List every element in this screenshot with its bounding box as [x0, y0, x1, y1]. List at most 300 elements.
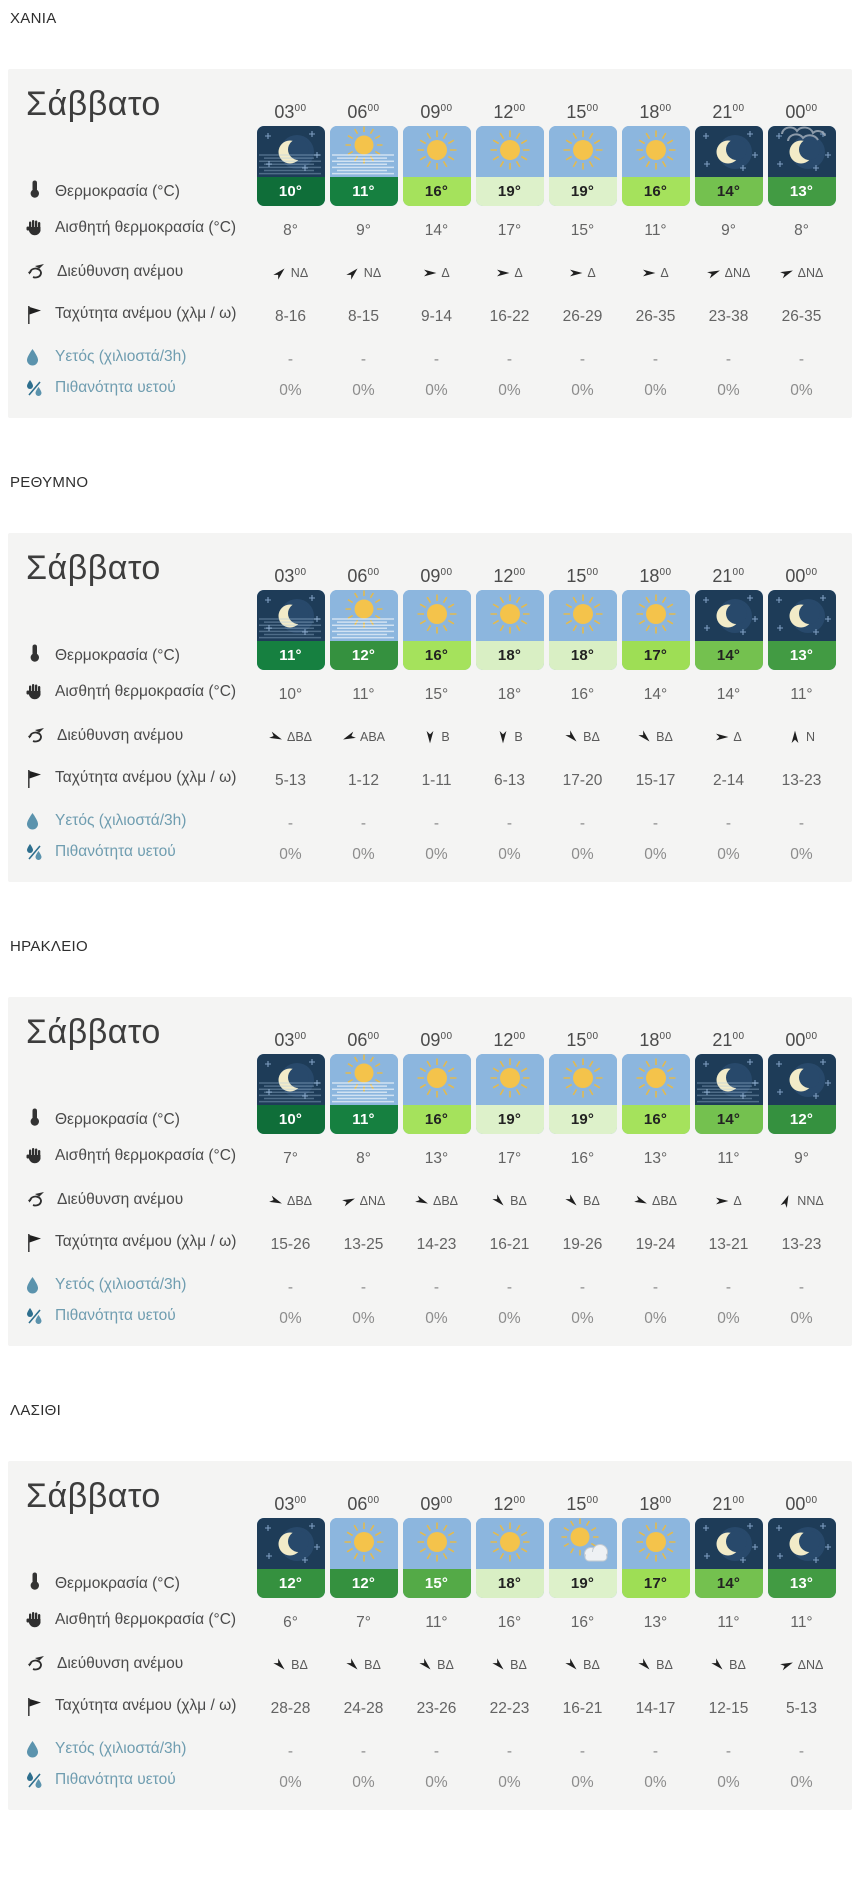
- time-hour: 18: [639, 1494, 660, 1514]
- time-label: [639, 102, 671, 123]
- sun-mist-icon: [330, 1054, 398, 1105]
- wind-direction-cell: [638, 1658, 673, 1672]
- time-hour: 18: [639, 102, 660, 122]
- temperature-cell: [549, 177, 617, 206]
- moon-mist-icon: [257, 1054, 325, 1105]
- feels-like-cell: 10°: [278, 686, 303, 703]
- row-label-precipitation: [26, 1274, 254, 1301]
- wind-speed-cell: 17-20: [562, 772, 603, 789]
- time-hour: 00: [785, 1030, 806, 1050]
- temperature-label-cell: [26, 641, 254, 670]
- weather-icon: [549, 1518, 617, 1569]
- forecast-row-wind_dir: [26, 720, 846, 754]
- row-label-wind_speed: [26, 1695, 254, 1724]
- wind-direction-label: Β: [514, 730, 523, 744]
- time-minutes: 00: [732, 1031, 745, 1042]
- feels-like-cell: 11°: [790, 686, 813, 703]
- time-minutes: 00: [294, 567, 307, 578]
- wind-arrow-icon: [273, 266, 287, 280]
- precipitation-probability-cell: 0%: [425, 1309, 448, 1327]
- time-label: [639, 566, 671, 587]
- row-label-wind_direction: [26, 1653, 254, 1678]
- time-minutes: 00: [367, 103, 380, 114]
- weather-icon: [622, 126, 690, 177]
- precipitation-cell: -: [798, 814, 805, 832]
- sun-mist-icon: [330, 590, 398, 641]
- temperature-value: 16°: [643, 1111, 668, 1128]
- region-heading: ΡΕΘΥΜΝΟ: [10, 474, 89, 491]
- weather-icon: [476, 1518, 544, 1569]
- time-hour: 15: [566, 566, 587, 586]
- precipitation-cell: -: [725, 1278, 732, 1296]
- wind-speed-cell: 8-15: [347, 308, 380, 325]
- temperature-value: 10°: [278, 1111, 303, 1128]
- weather-tile: [330, 1518, 398, 1598]
- feels-like-cell: 9°: [794, 1150, 809, 1167]
- precipitation-probability-cell: 0%: [498, 845, 521, 863]
- sun-icon: [403, 1518, 471, 1569]
- wind-direction-label: ΑΒΑ: [359, 730, 385, 744]
- weather-icon: [476, 126, 544, 177]
- weather-icon: [257, 1054, 325, 1105]
- day-title: Σάββατο: [26, 1013, 161, 1051]
- row-label-precipitation_probability: [26, 841, 254, 868]
- forecast-row-wind_dir: [26, 1184, 846, 1218]
- time-hour: 09: [420, 102, 441, 122]
- forecast-table: [8, 1461, 852, 1810]
- row-label-text: Ταχύτητα ανέμου (χλμ / ω): [55, 1232, 237, 1250]
- temperature-cell: [330, 1569, 398, 1598]
- weather-icon: [330, 590, 398, 641]
- wind-direction-cell: [565, 1658, 600, 1672]
- wind-arrow: [342, 730, 356, 744]
- time-label: [347, 102, 379, 123]
- wind-speed-cell: 8-16: [274, 308, 307, 325]
- wind-direction-cell: [342, 730, 385, 744]
- row-label-text: Ταχύτητα ανέμου (χλμ / ω): [55, 304, 237, 322]
- time-label: [493, 566, 525, 587]
- precipitation-probability-cell: 0%: [279, 1773, 302, 1791]
- wind-arrow: [346, 1658, 360, 1672]
- forecast-row-precip_prob: [26, 375, 846, 406]
- forecast-row-feels: [26, 1598, 846, 1648]
- weather-icon: [622, 1054, 690, 1105]
- time-hour: 15: [566, 102, 587, 122]
- precipitation-cell: -: [725, 814, 732, 832]
- wind-arrow: [492, 1194, 506, 1208]
- wind-direction-label: Δ: [441, 266, 450, 280]
- time-hour: 12: [493, 102, 514, 122]
- feels-like-cell: 11°: [644, 222, 667, 239]
- forecast-row-precip: [26, 808, 846, 839]
- tiles-row: [26, 126, 846, 206]
- wind-direction-label: ΒΔ: [656, 1658, 673, 1672]
- temperature-cell: [257, 641, 325, 670]
- wind-direction-cell: [342, 1194, 386, 1208]
- wind-direction-cell: [638, 730, 673, 744]
- wind-direction-label: ΒΔ: [583, 730, 600, 744]
- weather-tile: [549, 1054, 617, 1134]
- wind-direction-cell: [492, 1658, 527, 1672]
- thermometer-icon: [26, 179, 44, 206]
- wind-arrow: [492, 1658, 506, 1672]
- wind-direction-label: ΒΔ: [437, 1658, 454, 1672]
- wind-direction-label: Ν: [805, 730, 816, 744]
- wind-arrow-icon: [273, 1658, 287, 1672]
- time-label: [712, 566, 744, 587]
- droplet-icon: [26, 812, 44, 837]
- wind-vane-icon: [26, 263, 46, 286]
- wind-arrow-icon: [492, 1658, 506, 1672]
- wind-speed-cell: 19-24: [635, 1236, 676, 1253]
- row-label-temperature: [26, 1569, 190, 1598]
- forecast-row-precip: [26, 1736, 846, 1767]
- time-hour: 09: [420, 1030, 441, 1050]
- precipitation-cell: -: [287, 1278, 294, 1296]
- time-minutes: 00: [732, 103, 745, 114]
- sun-icon: [476, 126, 544, 177]
- time-hour: 06: [347, 102, 368, 122]
- weather-tile: [330, 590, 398, 670]
- weather-tile: [257, 1518, 325, 1598]
- wind-direction-cell: [634, 1194, 677, 1208]
- hand-icon: [26, 683, 44, 709]
- feels-like-cell: 8°: [283, 222, 298, 239]
- wind-arrow: [780, 266, 794, 280]
- wind-arrow: [707, 266, 721, 280]
- row-label-text: Ταχύτητα ανέμου (χλμ / ω): [55, 1696, 237, 1714]
- time-label: [639, 1030, 671, 1051]
- weather-tile: [622, 126, 690, 206]
- temperature-cell: [622, 1105, 690, 1134]
- time-minutes: 00: [586, 567, 599, 578]
- time-label: [274, 1030, 306, 1051]
- time-minutes: 00: [513, 1495, 526, 1506]
- wind-vane-icon: [26, 1655, 46, 1678]
- wind-direction-cell: [496, 266, 522, 280]
- feels-like-cell: 7°: [283, 1150, 298, 1167]
- precipitation-probability-cell: 0%: [790, 1773, 813, 1791]
- temperature-label-cell: [26, 1105, 254, 1134]
- time-hour: 12: [493, 1030, 514, 1050]
- weather-icon: [549, 590, 617, 641]
- temperature-value: 16°: [424, 1111, 449, 1128]
- weather-tile: [257, 590, 325, 670]
- precipitation-cell: -: [433, 1742, 440, 1760]
- temperature-value: 12°: [351, 647, 376, 664]
- wind-arrow: [346, 266, 360, 280]
- wind-direction-cell: [419, 1658, 454, 1672]
- row-label-precipitation_probability: [26, 1769, 254, 1796]
- time-hour: 21: [712, 566, 733, 586]
- temperature-value: 18°: [570, 647, 595, 664]
- wind-arrow-icon: [780, 1658, 794, 1672]
- wind-arrow-icon: [269, 730, 283, 744]
- day-title: Σάββατο: [26, 1477, 161, 1515]
- row-label-wind_speed: [26, 767, 254, 796]
- precipitation-probability-cell: 0%: [644, 1773, 667, 1791]
- weather-tile: [622, 1054, 690, 1134]
- forecast-row-wind_speed: [26, 754, 846, 808]
- temperature-cell: [476, 641, 544, 670]
- wind-direction-label: ΒΔ: [291, 1658, 308, 1672]
- weather-icon: [695, 590, 763, 641]
- temperature-cell: [768, 1105, 836, 1134]
- wind-speed-cell: 13-23: [781, 772, 822, 789]
- weather-icon: [330, 1054, 398, 1105]
- feels-like-cell: 9°: [721, 222, 736, 239]
- time-hour: 06: [347, 1030, 368, 1050]
- precipitation-cell: -: [287, 350, 294, 368]
- row-label-text: Αισθητή θερμοκρασία (°C): [55, 1611, 237, 1629]
- wind-direction-cell: [780, 266, 824, 280]
- precipitation-probability-cell: 0%: [352, 845, 375, 863]
- temperature-value: 17°: [643, 647, 668, 664]
- time-minutes: 00: [805, 103, 818, 114]
- sun-icon: [330, 1518, 398, 1569]
- wind-direction-label: ΝΝΔ: [797, 1194, 824, 1208]
- temperature-cell: [768, 177, 836, 206]
- weather-icon: [330, 1518, 398, 1569]
- precipitation-probability-cell: 0%: [352, 1773, 375, 1791]
- wind-arrow: [638, 730, 652, 744]
- temperature-cell: [476, 1569, 544, 1598]
- weather-icon: [695, 126, 763, 177]
- row-label-text: Διεύθυνση ανέμου: [57, 1654, 184, 1672]
- region-section: [0, 1398, 860, 1810]
- moon-icon: [695, 126, 763, 177]
- feels-like-cell: 8°: [794, 222, 809, 239]
- moon-mist-icon: [257, 126, 325, 177]
- temperature-value: 16°: [424, 183, 449, 200]
- wind-arrow-icon: [788, 730, 802, 744]
- time-hour: 00: [785, 102, 806, 122]
- temperature-value: 12°: [278, 1575, 303, 1592]
- temperature-value: 15°: [424, 1575, 449, 1592]
- temperature-value: 19°: [570, 1111, 595, 1128]
- wind-direction-label: ΒΔ: [510, 1194, 527, 1208]
- wind-direction-label: Β: [441, 730, 450, 744]
- temperature-value: 13°: [789, 647, 814, 664]
- wind-arrow-icon: [711, 1658, 725, 1672]
- wind-direction-cell: [423, 730, 449, 744]
- precipitation-cell: -: [725, 350, 732, 368]
- feels-like-cell: 13°: [643, 1150, 668, 1167]
- feels-like-cell: 6°: [283, 1614, 298, 1631]
- time-label: [347, 1030, 379, 1051]
- weather-icon: [768, 1518, 836, 1569]
- forecast-row-precip: [26, 1272, 846, 1303]
- time-minutes: 00: [440, 1495, 453, 1506]
- precipitation-cell: -: [433, 1278, 440, 1296]
- precipitation-probability-cell: 0%: [571, 845, 594, 863]
- wind-direction-label: ΒΔ: [364, 1658, 381, 1672]
- precipitation-probability-cell: 0%: [425, 1773, 448, 1791]
- row-label-text: Θερμοκρασία (°C): [55, 182, 180, 200]
- weather-icon: [257, 590, 325, 641]
- temperature-label-cell: [26, 1569, 254, 1598]
- weather-tile: [330, 1054, 398, 1134]
- time-label: [493, 1030, 525, 1051]
- moon-icon: [257, 1518, 325, 1569]
- feels-like-cell: 13°: [424, 1150, 449, 1167]
- time-label: [420, 1494, 452, 1515]
- precipitation-probability-cell: 0%: [498, 1773, 521, 1791]
- wind-arrow-icon: [779, 1194, 793, 1208]
- day-title: Σάββατο: [26, 85, 161, 123]
- wind-speed-cell: 19-26: [562, 1236, 603, 1253]
- time-minutes: 00: [513, 567, 526, 578]
- row-label-text: Αισθητή θερμοκρασία (°C): [55, 1147, 237, 1165]
- feels-like-cell: 14°: [643, 686, 668, 703]
- weather-tile: [403, 126, 471, 206]
- wind-speed-cell: 22-23: [489, 1700, 530, 1717]
- windsock-icon: [26, 769, 44, 796]
- wind-direction-label: ΒΔ: [583, 1194, 600, 1208]
- feels-like-cell: 15°: [570, 222, 595, 239]
- forecast-row-feels: [26, 1134, 846, 1184]
- time-label: [712, 1494, 744, 1515]
- precipitation-probability-cell: 0%: [644, 1309, 667, 1327]
- time-minutes: 00: [732, 1495, 745, 1506]
- weather-icon: [695, 1054, 763, 1105]
- moon-icon: [768, 590, 836, 641]
- weather-icon: [768, 590, 836, 641]
- precipitation-cell: -: [579, 814, 586, 832]
- forecast-row-wind_speed: [26, 1218, 846, 1272]
- precipitation-cell: -: [360, 350, 367, 368]
- wind-arrow: [642, 266, 656, 280]
- region-heading: ΧΑΝΙΑ: [10, 10, 57, 27]
- time-label: [347, 1494, 379, 1515]
- forecast-row-wind_dir: [26, 256, 846, 290]
- windsock-icon: [26, 1233, 44, 1260]
- row-label-feels_like: [26, 1609, 254, 1637]
- droplet-percent-icon: [26, 379, 44, 404]
- sun-cloud-icon: [549, 1518, 617, 1569]
- droplet-icon: [26, 1740, 44, 1765]
- forecast-table: [8, 533, 852, 882]
- temperature-value: 16°: [643, 183, 668, 200]
- thermometer-icon: [26, 643, 44, 670]
- precipitation-probability-cell: 0%: [498, 1309, 521, 1327]
- precipitation-cell: -: [506, 1278, 513, 1296]
- wind-speed-cell: 26-35: [781, 308, 822, 325]
- weather-icon: [549, 126, 617, 177]
- wind-direction-cell: [715, 1194, 741, 1208]
- row-label-feels_like: [26, 681, 254, 709]
- wind-speed-cell: 16-21: [489, 1236, 530, 1253]
- row-label-precipitation: [26, 346, 254, 373]
- time-minutes: 00: [586, 1495, 599, 1506]
- wind-arrow-icon: [415, 1194, 429, 1208]
- sun-icon: [549, 126, 617, 177]
- feels-like-cell: 7°: [356, 1614, 371, 1631]
- time-minutes: 00: [659, 567, 672, 578]
- header-row: [26, 1479, 846, 1515]
- time-label: [566, 1030, 598, 1051]
- feels-like-cell: 16°: [570, 1614, 595, 1631]
- weather-tile: [403, 1054, 471, 1134]
- precipitation-probability-cell: 0%: [425, 381, 448, 399]
- row-label-text: Πιθανότητα υετού: [55, 843, 176, 861]
- weather-icon: [257, 126, 325, 177]
- wind-arrow-icon: [423, 266, 437, 280]
- weather-tile: [695, 1054, 763, 1134]
- time-label: [493, 102, 525, 123]
- temperature-cell: [403, 641, 471, 670]
- weather-tile: [768, 1054, 836, 1134]
- region-section: [0, 6, 860, 418]
- forecast-row-precip_prob: [26, 1767, 846, 1798]
- feels-like-cell: 16°: [497, 1614, 522, 1631]
- weather-icon: [403, 590, 471, 641]
- wind-arrow: [565, 1658, 579, 1672]
- weather-tile: [695, 1518, 763, 1598]
- wind-speed-cell: 5-13: [785, 1700, 818, 1717]
- feels-like-cell: 14°: [424, 222, 449, 239]
- moon-icon: [768, 1518, 836, 1569]
- wind-direction-label: ΒΔ: [656, 730, 673, 744]
- wind-direction-label: Δ: [587, 266, 596, 280]
- wind-direction-label: ΔΒΔ: [432, 1194, 459, 1208]
- precipitation-cell: -: [433, 350, 440, 368]
- feels-like-cell: 15°: [424, 686, 449, 703]
- precipitation-probability-cell: 0%: [352, 381, 375, 399]
- precipitation-cell: -: [433, 814, 440, 832]
- time-minutes: 00: [440, 567, 453, 578]
- precipitation-probability-cell: 0%: [790, 381, 813, 399]
- weather-tile: [695, 590, 763, 670]
- row-label-temperature: [26, 177, 190, 206]
- time-minutes: 00: [367, 1495, 380, 1506]
- temperature-value: 14°: [716, 1111, 741, 1128]
- temperature-value: 11°: [352, 1111, 375, 1128]
- temperature-value: 11°: [279, 647, 302, 664]
- wind-direction-cell: [273, 266, 308, 280]
- precipitation-probability-cell: 0%: [279, 845, 302, 863]
- header-row: [26, 1015, 846, 1051]
- precipitation-cell: -: [798, 1278, 805, 1296]
- wind-speed-cell: 14-23: [416, 1236, 457, 1253]
- row-label-text: Υετός (χιλιοστά/3h): [55, 1276, 187, 1294]
- time-minutes: 00: [659, 1495, 672, 1506]
- temperature-value: 14°: [716, 183, 741, 200]
- sun-icon: [622, 126, 690, 177]
- region-section: [0, 470, 860, 882]
- weather-icon: [403, 1518, 471, 1569]
- precipitation-cell: -: [579, 350, 586, 368]
- weather-tile: [476, 1518, 544, 1598]
- temperature-cell: [330, 177, 398, 206]
- wind-speed-cell: 13-23: [781, 1236, 822, 1253]
- wind-speed-cell: 5-13: [274, 772, 307, 789]
- time-hour: 00: [785, 1494, 806, 1514]
- wind-speed-cell: 1-12: [347, 772, 380, 789]
- weather-tile: [476, 1054, 544, 1134]
- wind-direction-label: ΝΔ: [290, 266, 309, 280]
- row-label-text: Αισθητή θερμοκρασία (°C): [55, 219, 237, 237]
- precipitation-cell: -: [652, 350, 659, 368]
- forecast-table: [8, 69, 852, 418]
- wind-arrow-icon: [634, 1194, 648, 1208]
- time-minutes: 00: [586, 1031, 599, 1042]
- row-label-text: Διεύθυνση ανέμου: [57, 1190, 184, 1208]
- sun-icon: [476, 1518, 544, 1569]
- temperature-cell: [549, 641, 617, 670]
- wind-arrow: [788, 730, 802, 744]
- sun-icon: [622, 1518, 690, 1569]
